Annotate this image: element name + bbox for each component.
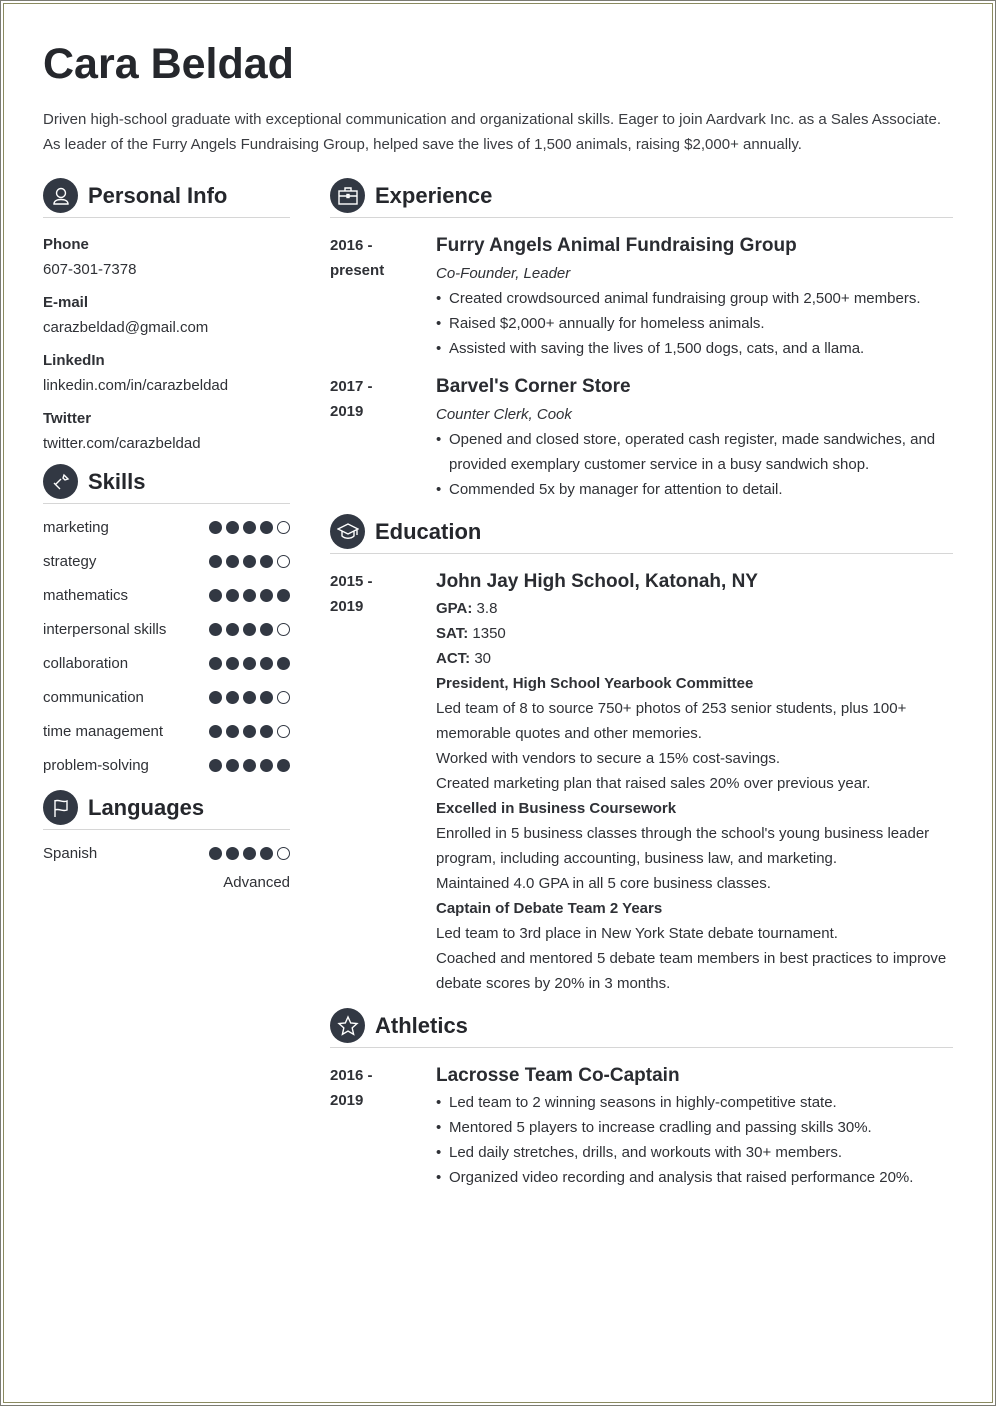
entry-title: Furry Angels Animal Fundraising Group (436, 235, 797, 256)
education-line-text: Led team to 3rd place in New York State debate tournament. (436, 925, 838, 942)
filled-dot (243, 657, 256, 670)
education-line-text: 3.8 (472, 600, 498, 617)
bullet-item: • Mentored 5 players to increase cradling and passing skills 30%. (436, 1115, 953, 1140)
filled-dot (243, 759, 256, 772)
filled-dot (260, 623, 273, 636)
filled-dot (209, 847, 222, 860)
filled-dot (226, 759, 239, 772)
field-value[interactable]: 607-301-7378 (43, 261, 137, 278)
skill-name: strategy (43, 552, 97, 570)
filled-dot (260, 691, 273, 704)
personal-info-heading (43, 178, 290, 218)
experience-heading (330, 178, 953, 218)
empty-dot (277, 847, 290, 860)
bullet-item: • Opened and closed store, operated cash register, made sandwiches, and provided exemplary customer service in a busy sandwich shop. (436, 427, 953, 477)
filled-dot (260, 521, 273, 534)
entry-title: Barvel's Corner Store (436, 376, 631, 397)
filled-dot (226, 623, 239, 636)
bullet-item: • Raised $2,000+ annually for homeless animals. (436, 311, 953, 336)
skill-row (43, 646, 290, 680)
bullet-item: • Led daily stretches, drills, and workouts with 30+ members. (436, 1140, 953, 1165)
skill-row (43, 510, 290, 544)
flag-icon-glyph (51, 798, 71, 818)
athletics-entry (330, 1062, 953, 1190)
field-label: E-mail (43, 294, 89, 311)
bullet-list (436, 427, 953, 502)
skill-row (43, 612, 290, 646)
candidate-name: Cara Beldad (43, 40, 294, 88)
skill-row (43, 714, 290, 748)
entry-body (436, 232, 953, 361)
date-start: 2015 - (330, 573, 373, 590)
date-start: 2016 - (330, 1067, 373, 1084)
athletics-title: Athletics (375, 1012, 468, 1038)
date-range (330, 373, 436, 502)
education-line-text: Worked with vendors to secure a 15% cost-savings. (436, 750, 781, 767)
entry-role: Co-Founder, Leader (436, 265, 571, 282)
empty-dot (277, 725, 290, 738)
date-end: 2019 (330, 403, 364, 420)
filled-dot (209, 589, 222, 602)
filled-dot (226, 725, 239, 738)
filled-dot (260, 725, 273, 738)
empty-dot (277, 555, 290, 568)
personal-info-title: Personal Info (88, 182, 228, 208)
education-line (436, 646, 953, 671)
skill-name: time management (43, 722, 164, 740)
bullet-list (436, 1090, 953, 1190)
education-title: Education (375, 518, 482, 544)
date-range (330, 568, 436, 996)
field-value[interactable]: carazbeldad@gmail.com (43, 319, 209, 336)
education-line (436, 821, 953, 871)
bullet-item: • Led team to 2 winning seasons in highly-competitive state. (436, 1090, 953, 1115)
skill-row (43, 544, 290, 578)
rating-dots (209, 521, 290, 534)
star-icon-glyph (337, 1015, 359, 1037)
education-line-label: GPA: (436, 600, 473, 617)
education-line (436, 796, 953, 821)
filled-dot (260, 657, 273, 670)
filled-dot (243, 847, 256, 860)
experience-entry (330, 232, 953, 361)
filled-dot (209, 657, 222, 670)
skill-row (43, 680, 290, 714)
skill-name: problem-solving (43, 756, 149, 774)
education-line-label: ACT: (436, 650, 471, 667)
education-line (436, 746, 953, 771)
filled-dot (277, 589, 290, 602)
entry-role: Counter Clerk, Cook (436, 406, 572, 423)
flag-icon (43, 790, 78, 825)
filled-dot (243, 691, 256, 704)
bullet-item: • Created crowdsourced animal fundraising group with 2,500+ members. (436, 286, 953, 311)
filled-dot (209, 521, 222, 534)
filled-dot (209, 691, 222, 704)
date-end: 2019 (330, 1092, 364, 1109)
field-label: LinkedIn (43, 352, 105, 369)
filled-dot (260, 847, 273, 860)
filled-dot (243, 623, 256, 636)
education-line-label: Excelled in Business Coursework (436, 800, 677, 817)
education-line-text: Created marketing plan that raised sales 20% over previous year. (436, 775, 871, 792)
skill-name: mathematics (43, 586, 129, 604)
filled-dot (209, 725, 222, 738)
date-start: 2016 - (330, 237, 373, 254)
bullet-list (436, 286, 953, 361)
wrench-icon-glyph (51, 472, 71, 492)
left-column (43, 178, 290, 891)
rating-dots (209, 555, 290, 568)
skill-name: interpersonal skills (43, 620, 167, 638)
field-value[interactable]: linkedin.com/in/carazbeldad (43, 377, 229, 394)
rating-dots (209, 589, 290, 602)
rating-dots (209, 725, 290, 738)
education-heading (330, 514, 953, 554)
languages-heading (43, 790, 290, 830)
entry-body (436, 1062, 953, 1190)
star-icon (330, 1008, 365, 1043)
skill-name: collaboration (43, 654, 129, 672)
filled-dot (260, 589, 273, 602)
filled-dot (243, 725, 256, 738)
education-line (436, 921, 953, 946)
filled-dot (243, 555, 256, 568)
language-row (43, 836, 290, 870)
right-column (330, 178, 953, 1202)
skill-row (43, 578, 290, 612)
filled-dot (277, 657, 290, 670)
education-line-label: President, High School Yearbook Committee (436, 675, 754, 692)
filled-dot (226, 847, 239, 860)
entry-body (436, 568, 953, 996)
date-end: 2019 (330, 598, 364, 615)
bullet-item: • Assisted with saving the lives of 1,500 dogs, cats, and a llama. (436, 336, 953, 361)
skills-section (43, 464, 290, 782)
skills-heading (43, 464, 290, 504)
skill-name: communication (43, 688, 144, 706)
rating-dots (209, 691, 290, 704)
field-value[interactable]: twitter.com/carazbeldad (43, 435, 201, 452)
education-line (436, 871, 953, 896)
date-range (330, 1062, 436, 1190)
graduation-cap-icon-glyph (337, 522, 359, 542)
person-icon-glyph (51, 186, 71, 206)
skills-title: Skills (88, 468, 146, 494)
athletics-heading (330, 1008, 953, 1048)
education-line (436, 771, 953, 796)
education-line (436, 596, 953, 621)
education-line (436, 946, 953, 996)
filled-dot (209, 759, 222, 772)
filled-dot (260, 555, 273, 568)
filled-dot (226, 521, 239, 534)
filled-dot (226, 657, 239, 670)
education-entry (330, 568, 953, 996)
rating-dots (209, 759, 290, 772)
experience-entry (330, 373, 953, 502)
filled-dot (209, 623, 222, 636)
filled-dot (243, 589, 256, 602)
wrench-icon (43, 464, 78, 499)
filled-dot (226, 691, 239, 704)
entry-body (436, 373, 953, 502)
skill-name: marketing (43, 518, 109, 536)
bullet-item: • Commended 5x by manager for attention to detail. (436, 477, 953, 502)
education-line (436, 621, 953, 646)
education-line (436, 896, 953, 921)
date-start: 2017 - (330, 378, 373, 395)
entry-title: Lacrosse Team Co-Captain (436, 1065, 680, 1086)
filled-dot (277, 759, 290, 772)
summary: Driven high-school graduate with exceptional communication and organizational skills. Eager to join Aardvark Inc. as a Sales Associate. As leader of the Furry Angels Fundraising Group, helped save the lives of 1,500 animals, raising $2,000+ annually. (43, 111, 941, 153)
education-line (436, 696, 953, 746)
education-line-text: Maintained 4.0 GPA in all 5 core business classes. (436, 875, 771, 892)
education-line-text: Enrolled in 5 business classes through the school's young business leader program, including accounting, business law, and marketing. (436, 825, 930, 867)
education-line-text: 1350 (468, 625, 506, 642)
education-line-label: SAT: (436, 625, 469, 642)
empty-dot (277, 623, 290, 636)
field-label: Twitter (43, 410, 92, 427)
briefcase-icon (330, 178, 365, 213)
filled-dot (226, 589, 239, 602)
filled-dot (209, 555, 222, 568)
skill-row (43, 748, 290, 782)
field-label: Phone (43, 236, 89, 253)
education-line-text: Coached and mentored 5 debate team members in best practices to improve debate scores by 20% in 3 months. (436, 950, 947, 992)
filled-dot (260, 759, 273, 772)
language-name: Spanish (43, 844, 98, 862)
date-range (330, 232, 436, 361)
empty-dot (277, 521, 290, 534)
graduation-cap-icon (330, 514, 365, 549)
rating-dots (209, 623, 290, 636)
date-end: present (330, 262, 385, 279)
empty-dot (277, 691, 290, 704)
experience-title: Experience (375, 182, 493, 208)
rating-dots (209, 847, 290, 860)
bullet-item: • Organized video recording and analysis that raised performance 20%. (436, 1165, 953, 1190)
education-line-label: Captain of Debate Team 2 Years (436, 900, 663, 917)
school-name: John Jay High School, Katonah, NY (436, 571, 758, 592)
filled-dot (226, 555, 239, 568)
rating-dots (209, 657, 290, 670)
person-icon (43, 178, 78, 213)
education-line (436, 671, 953, 696)
education-line-text: 30 (470, 650, 492, 667)
language-level: Advanced (223, 874, 290, 891)
filled-dot (243, 521, 256, 534)
languages-title: Languages (88, 794, 205, 820)
briefcase-icon-glyph (337, 186, 359, 206)
education-line-text: Led team of 8 to source 750+ photos of 253 senior students, plus 100+ memorable quotes and other memories. (436, 700, 907, 742)
